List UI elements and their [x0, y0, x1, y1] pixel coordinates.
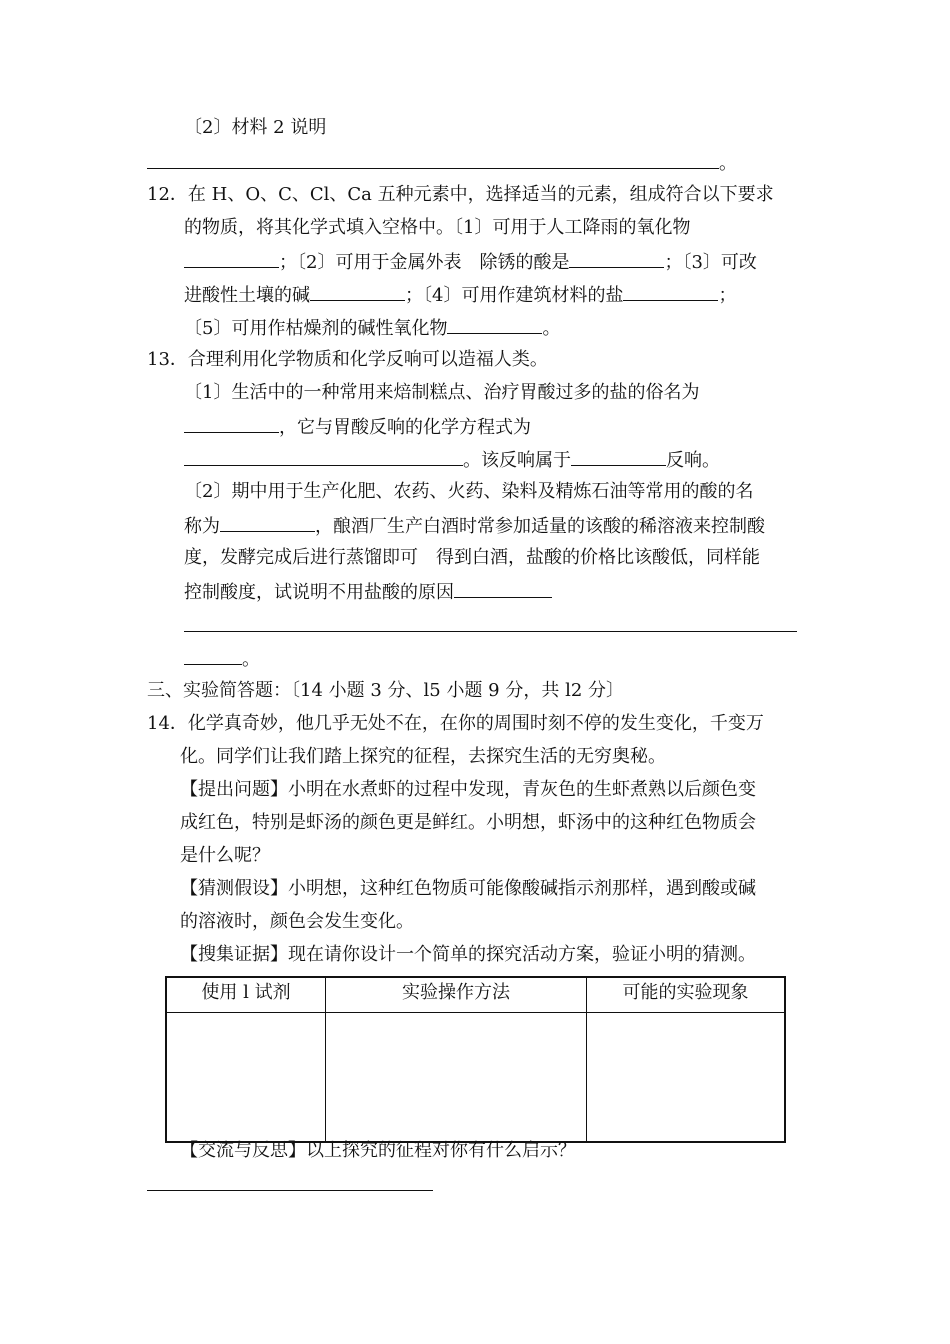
q14-line2: 化。同学们让我们踏上探究的征程，去探究生活的无穷奥秘。 — [180, 746, 666, 767]
section-title: 三、实验简答题：〔14 小题 3 分、l5 小题 9 分，共 l2 分〕 — [147, 680, 624, 701]
table-header-method: 实验操作方法 — [326, 977, 587, 1013]
q13-line5: 〔2〕期中用于生产化肥、农药、火药、染料及精炼石油等常用的酸的名 — [184, 481, 754, 502]
answer-blank-reaction-type[interactable] — [571, 447, 666, 466]
q13-line6: 称为 ，酿酒厂生产白酒时常参加适量的该酸的稀溶液来控制酸 — [184, 513, 765, 539]
q12-line3: ；〔2〕可用于金属外表 除锈的酸是 ；〔3〕可改 — [184, 249, 757, 275]
q14-line9: 【交流与反思】以上探究的征程对你有什么启示？ — [180, 1140, 576, 1161]
q14-line4: 成红色，特别是虾汤的颜色更是鲜红。小明想，虾汤中的这种红色物质会 — [180, 812, 756, 833]
question-number: 13． — [147, 349, 188, 370]
q12-line1: 12．在 H、O、C、Cl、Ca 五种元素中，选择适当的元素，组成符合以下要求 — [147, 184, 774, 205]
table-row — [166, 1013, 785, 1143]
q13-line4: 。该反响属于 反响。 — [184, 447, 720, 473]
q14-line3: 【提出问题】小明在水煮虾的过程中发现，青灰色的生虾煮熟以后颜色变 — [180, 779, 756, 800]
answer-blank-equation[interactable] — [184, 447, 463, 466]
q13-line7: 度，发酵完成后进行蒸馏即可 得到白酒，盐酸的价格比该酸低，同样能 — [184, 547, 760, 568]
answer-blank-base[interactable] — [310, 282, 405, 301]
q14-answer-line — [147, 1172, 433, 1198]
answer-blank-salt[interactable] — [623, 282, 718, 301]
q13-line3: ，它与胃酸反响的化学方程式为 — [184, 414, 531, 440]
experiment-table — [165, 976, 786, 1143]
question-number: 14． — [147, 713, 188, 734]
table-cell-phenomenon[interactable] — [587, 1013, 786, 1143]
answer-blank-oxide[interactable] — [184, 249, 279, 268]
q14-line7: 的溶液时，颜色会发生变化。 — [180, 911, 414, 932]
answer-blank-reason[interactable] — [454, 579, 552, 598]
answer-blank-basic-oxide[interactable] — [447, 315, 542, 334]
table-header-phenomenon: 可能的实验现象 — [587, 977, 786, 1013]
answer-blank-reflection[interactable] — [147, 1172, 433, 1191]
answer-blank[interactable] — [147, 150, 719, 169]
answer-blank-common-name[interactable] — [184, 414, 279, 433]
q14-line5: 是什么呢？ — [180, 845, 270, 866]
q14-line1: 14．化学真奇妙，他几乎无处不在，在你的周围时刻不停的发生变化，千变万 — [147, 713, 764, 734]
q13-line8: 控制酸度，试说明不用盐酸的原因 — [184, 579, 552, 605]
q11-part2-label: 〔2〕材料 2 说明 — [184, 117, 327, 138]
q13-line9 — [184, 613, 797, 639]
table-cell-method[interactable] — [326, 1013, 587, 1143]
answer-blank-reason-end[interactable] — [184, 646, 242, 665]
q12-line5: 〔5〕可用作枯燥剂的碱性氧化物 。 — [184, 315, 560, 341]
q14-line8: 【搜集证据】现在请你设计一个简单的探究活动方案，验证小明的猜测。 — [180, 944, 756, 965]
q13-line2: 〔1〕生活中的一种常用来焙制糕点、治疗胃酸过多的盐的俗名为 — [184, 382, 700, 403]
question-number: 12． — [147, 184, 188, 205]
q13-line1: 13．合理利用化学物质和化学反响可以造福人类。 — [147, 349, 548, 370]
table-header-reagent: 使用 l 试剂 — [166, 977, 326, 1013]
table-cell-reagent[interactable] — [166, 1013, 326, 1143]
answer-blank-reason-cont[interactable] — [184, 613, 797, 632]
q12-line4: 进酸性土壤的碱 ；〔4〕可用作建筑材料的盐 ； — [184, 282, 736, 308]
q11-part2-answer-line: 。 — [147, 150, 737, 176]
answer-blank-acid-name[interactable] — [220, 513, 315, 532]
table-header-row — [166, 977, 785, 1013]
q13-line10: 。 — [184, 646, 260, 672]
q12-line2: 的物质，将其化学式填入空格中。〔1〕可用于人工降雨的氧化物 — [184, 217, 691, 238]
answer-blank-acid[interactable] — [569, 249, 664, 268]
q14-line6: 【猜测假设】小明想，这种红色物质可能像酸碱指示剂那样，遇到酸或碱 — [180, 878, 756, 899]
